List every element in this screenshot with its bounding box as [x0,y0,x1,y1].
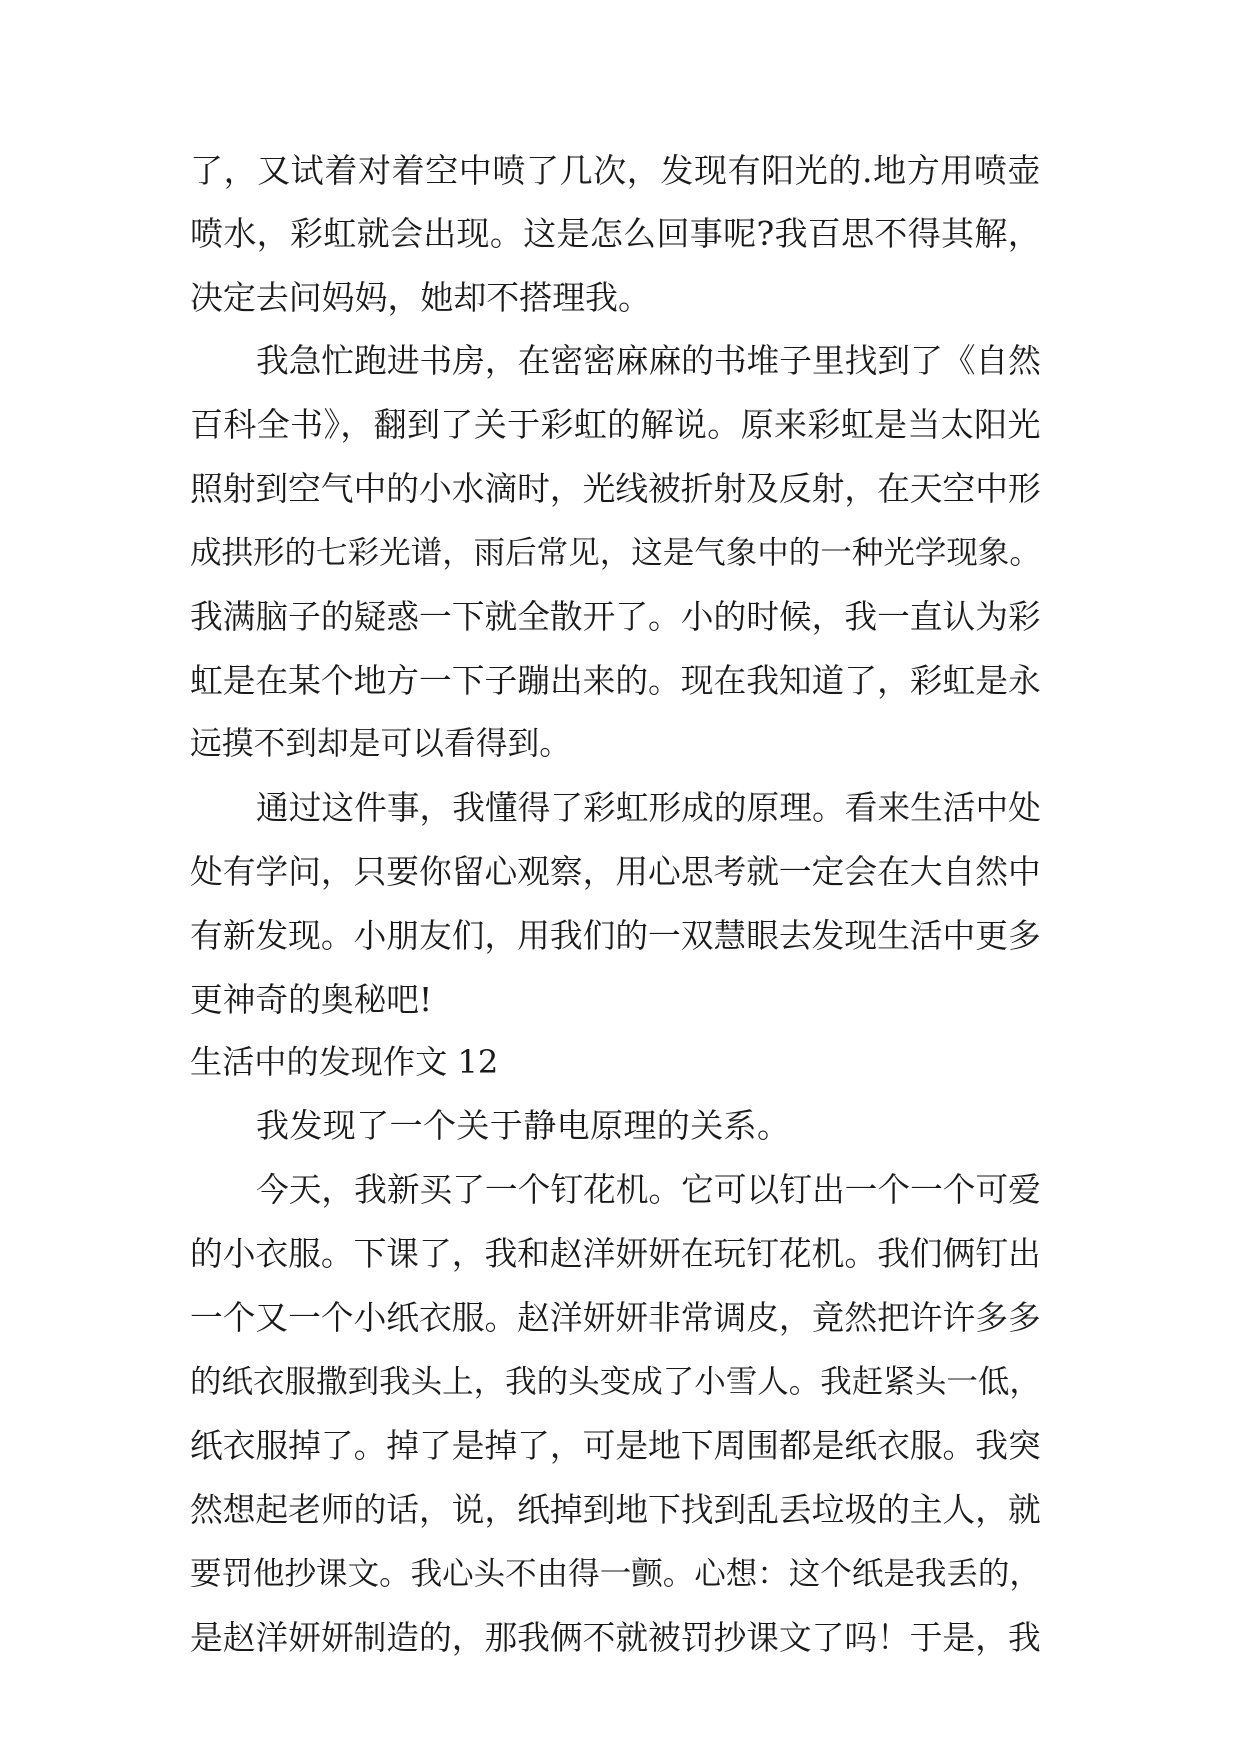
text-line: 的纸衣服撒到我头上，我的头变成了小雪人。我赶紧头一低， [190,1364,1041,1400]
text-line: 有新发现。小朋友们，用我们的一双慧眼去发现生活中更多 [190,917,1041,955]
text-line: 我急忙跑进书房，在密密麻麻的书堆子里找到了《自然 [256,342,1041,380]
text-line: 的小衣服。下课了，我和赵洋妍妍在玩钉花机。我们俩钉出 [190,1235,1041,1273]
text-line: 喷水，彩虹就会出现。这是怎么回事呢?我百思不得其解， [190,214,1042,253]
text-line: 是赵洋妍妍制造的，那我俩不就被罚抄课文了吗！于是，我 [190,1619,1041,1657]
text-line: 我发现了一个关于静电原理的关系。 [256,1106,791,1145]
text-line: 通过这件事，我懂得了彩虹形成的原理。看来生活中处 [256,789,1041,827]
text-line: 我满脑子的疑惑一下就全散开了。小的时候，我一直认为彩 [190,598,1041,636]
text-line: 纸衣服掉了。掉了是掉了，可是地下周围都是纸衣服。我突 [190,1427,1041,1465]
section-heading: 生活中的发现作文 12 [190,1043,499,1081]
text-line: 照射到空气中的小水滴时，光线被折射及反射，在天空中形 [190,470,1041,508]
text-line: 百科全书》，翻到了关于彩虹的解说。原来彩虹是当太阳光 [190,405,1041,444]
text-line: 了，又试着对着空中喷了几次，发现有阳光的.地方用喷壶 [190,151,1042,190]
text-line: 远摸不到却是可以看得到。 [190,726,571,762]
text-line: 成拱形的七彩光谱，雨后常见，这是气象中的一种光学现象。 [190,535,1041,571]
text-line: 决定去问妈妈，她却不搭理我。 [190,278,651,317]
text-line: 虹是在某个地方一下子蹦出来的。现在我知道了，彩虹是永 [190,662,1041,700]
text-line: 要罚他抄课文。我心头不由得一颤。心想：这个纸是我丢的， [190,1556,1041,1592]
text-line: 一个又一个小纸衣服。赵洋妍妍非常调皮，竟然把许许多多 [190,1299,1041,1337]
text-line: 处有学问，只要你留心观察，用心思考就一定会在大自然中 [190,853,1041,891]
text-line: 然想起老师的话，说，纸掉到地下找到乱丢垃圾的主人，就 [190,1491,1041,1529]
text-line: 更神奇的奥秘吧! [190,981,433,1019]
text-line: 今天，我新买了一个钉花机。它可以钉出一个一个可爱 [256,1171,1041,1209]
